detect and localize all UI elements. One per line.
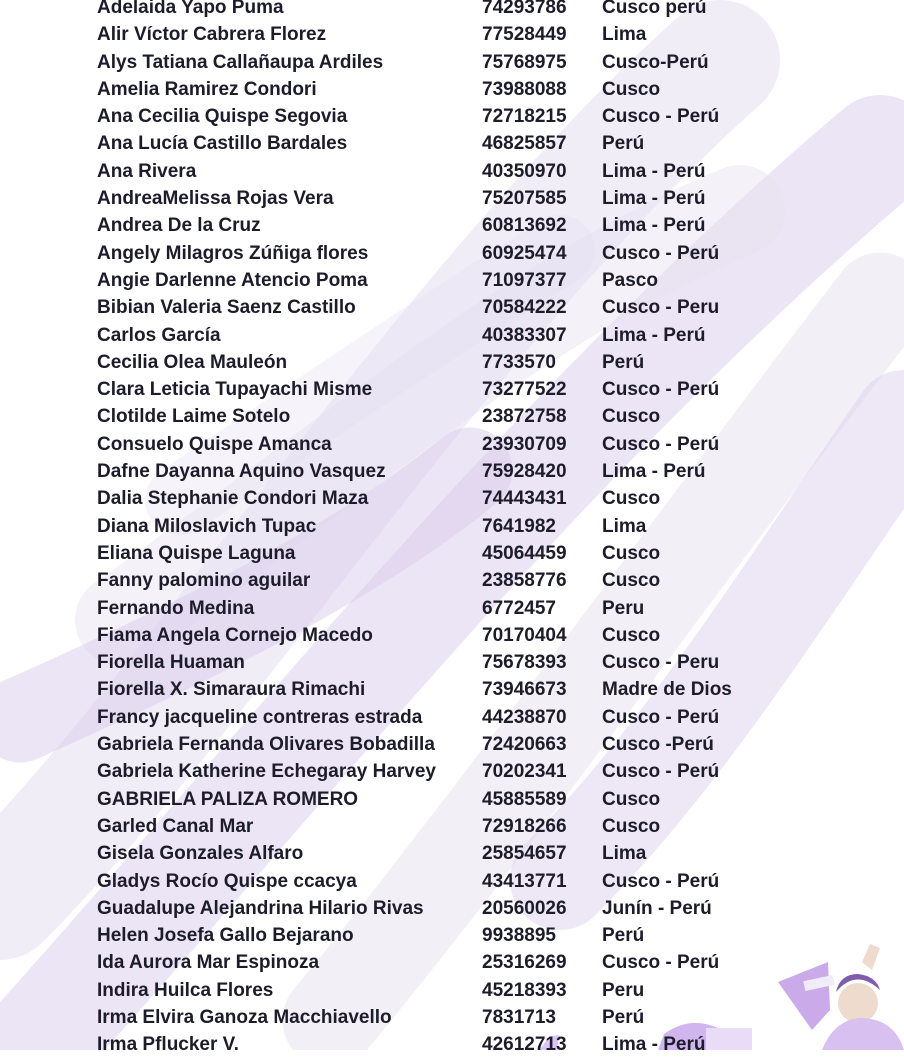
participant-name: Clara Leticia Tupayachi Misme [97, 379, 373, 401]
table-row [0, 676, 904, 703]
participant-location: Cusco [602, 542, 661, 564]
table-row [0, 294, 904, 321]
table-row [0, 349, 904, 376]
participant-name: Gladys Rocío Quispe ccacya [97, 870, 357, 892]
table-row [0, 622, 904, 649]
participant-id-number: 23930709 [482, 433, 567, 455]
participant-name: Angie Darlenne Atencio Poma [97, 269, 368, 291]
participant-location: Cusco [602, 570, 661, 592]
participant-id-number: 23858776 [482, 570, 567, 592]
participant-name: Gisela Gonzales Alfaro [97, 843, 304, 865]
participant-id-number: 70170404 [482, 624, 567, 646]
participant-location: Cusco [602, 488, 661, 510]
participant-id-number: 9938895 [482, 925, 556, 947]
participant-id-number: 25316269 [482, 952, 567, 974]
table-row [0, 567, 904, 594]
participant-location: Cusco - Perú [602, 106, 720, 128]
table-row [0, 185, 904, 212]
participant-location: Cusco - Perú [602, 706, 720, 728]
participant-id-number: 70584222 [482, 297, 567, 319]
participant-name: Cecilia Olea Mauleón [97, 351, 288, 373]
participant-location: Cusco [602, 406, 661, 428]
participant-id-number: 6772457 [482, 597, 556, 619]
participant-id-number: 40383307 [482, 324, 567, 346]
table-row [0, 949, 904, 976]
participant-id-number: 45218393 [482, 979, 567, 1001]
participant-id-number: 75768975 [482, 51, 567, 73]
table-row [0, 212, 904, 239]
participant-location: Cusco - Perú [602, 870, 720, 892]
participant-name: Indira Huilca Flores [97, 979, 274, 1001]
table-row [0, 786, 904, 813]
participant-name: Fiorella Huaman [97, 652, 245, 674]
participant-location: Perú [602, 351, 645, 373]
participant-location: Peru [602, 979, 645, 1001]
participant-name: Garled Canal Mar [97, 815, 254, 837]
participant-location: Cusco [602, 815, 661, 837]
participant-location: Cusco -Perú [602, 734, 714, 756]
participant-name: Fanny palomino aguilar [97, 570, 311, 592]
table-row [0, 485, 904, 512]
table-row [0, 130, 904, 157]
table-row [0, 840, 904, 867]
participant-location: Cusco - Perú [602, 761, 720, 783]
participant-name: Fernando Medina [97, 597, 255, 619]
table-row [0, 458, 904, 485]
participant-id-number: 75928420 [482, 461, 567, 483]
participant-name: Helen Josefa Gallo Bejarano [97, 925, 354, 947]
table-row [0, 21, 904, 48]
participant-location: Lima - Perú [602, 188, 706, 210]
participant-name: Ana Lucía Castillo Bardales [97, 133, 348, 155]
participant-location: Perú [602, 1006, 645, 1028]
participant-name: Dalia Stephanie Condori Maza [97, 488, 369, 510]
participant-name: AndreaMelissa Rojas Vera [97, 188, 334, 210]
participant-id-number: 20560026 [482, 897, 567, 919]
table-row [0, 267, 904, 294]
participant-id-number: 71097377 [482, 269, 567, 291]
participant-name: Ana Cecilia Quispe Segovia [97, 106, 348, 128]
table-row [0, 922, 904, 949]
table-row [0, 0, 904, 21]
participant-name: Eliana Quispe Laguna [97, 542, 296, 564]
participant-name: Bibian Valeria Saenz Castillo [97, 297, 356, 319]
participant-location: Junín - Perú [602, 897, 712, 919]
participant-location: Cusco-Perú [602, 51, 709, 73]
participant-id-number: 70202341 [482, 761, 567, 783]
table-row [0, 813, 904, 840]
participant-location: Madre de Dios [602, 679, 732, 701]
participant-id-number: 7831713 [482, 1006, 556, 1028]
participant-name: Amelia Ramirez Condori [97, 78, 317, 100]
table-row [0, 1004, 904, 1031]
participant-location: Lima - Perú [602, 1034, 706, 1056]
participant-name: Gabriela Fernanda Olivares Bobadilla [97, 734, 435, 756]
table-row [0, 758, 904, 785]
table-row [0, 595, 904, 622]
table-row [0, 403, 904, 430]
participant-id-number: 45885589 [482, 788, 567, 810]
table-row [0, 431, 904, 458]
participant-location: Cusco - Perú [602, 242, 720, 264]
participant-name: Fiama Angela Cornejo Macedo [97, 624, 373, 646]
participant-name: Alir Víctor Cabrera Florez [97, 24, 327, 46]
participant-id-number: 72420663 [482, 734, 567, 756]
table-row [0, 158, 904, 185]
participant-id-number: 77528449 [482, 24, 567, 46]
participant-name: Angely Milagros Zúñiga flores [97, 242, 369, 264]
participant-location: Cusco [602, 788, 661, 810]
participant-location: Lima - Perú [602, 324, 706, 346]
participant-location: Lima - Perú [602, 461, 706, 483]
participant-location: Peru [602, 597, 645, 619]
participant-location: Lima - Perú [602, 160, 706, 182]
participant-id-number: 72718215 [482, 106, 567, 128]
participant-id-number: 25854657 [482, 843, 567, 865]
table-row [0, 1031, 904, 1058]
participant-name: Clotilde Laime Sotelo [97, 406, 291, 428]
participant-name: Francy jacqueline contreras estrada [97, 706, 423, 728]
participant-name: Gabriela Katherine Echegaray Harvey [97, 761, 437, 783]
participant-location: Cusco - Perú [602, 379, 720, 401]
participant-name: Dafne Dayanna Aquino Vasquez [97, 461, 386, 483]
participant-location: Pasco [602, 269, 658, 291]
participant-location: Perú [602, 133, 645, 155]
participant-id-number: 73988088 [482, 78, 567, 100]
table-row [0, 322, 904, 349]
table-row [0, 704, 904, 731]
participant-id-number: 72918266 [482, 815, 567, 837]
participant-location: Cusco - Peru [602, 297, 720, 319]
participant-name: Ana Rivera [97, 160, 197, 182]
participant-name: Diana Miloslavich Tupac [97, 515, 317, 537]
participant-name: Carlos García [97, 324, 221, 346]
participant-id-number: 74443431 [482, 488, 567, 510]
participant-id-number: 75207585 [482, 188, 567, 210]
table-row [0, 731, 904, 758]
table-row [0, 540, 904, 567]
participant-location: Cusco [602, 624, 661, 646]
participant-location: Cusco - Perú [602, 433, 720, 455]
participant-name: Alys Tatiana Callañaupa Ardiles [97, 51, 384, 73]
participant-location: Cusco - Peru [602, 652, 720, 674]
participant-name: Irma Elvira Ganoza Macchiavello [97, 1006, 392, 1028]
participant-id-number: 7641982 [482, 515, 556, 537]
participant-location: Cusco [602, 78, 661, 100]
table-row [0, 240, 904, 267]
participant-name: Consuelo Quispe Amanca [97, 433, 332, 455]
table-row [0, 103, 904, 130]
participant-name: Adelaida Yapo Puma [97, 0, 284, 18]
participant-id-number: 42612713 [482, 1034, 567, 1056]
participant-location: Lima [602, 515, 647, 537]
table-row [0, 76, 904, 103]
participant-id-number: 60925474 [482, 242, 567, 264]
participant-name: Andrea De la Cruz [97, 215, 261, 237]
participant-id-number: 45064459 [482, 542, 567, 564]
participant-id-number: 73946673 [482, 679, 567, 701]
participant-name: Irma Pflucker V. [97, 1034, 239, 1056]
table-row [0, 649, 904, 676]
participant-id-number: 60813692 [482, 215, 567, 237]
participant-id-number: 23872758 [482, 406, 567, 428]
participant-id-number: 73277522 [482, 379, 567, 401]
participant-location: Perú [602, 925, 645, 947]
participant-id-number: 7733570 [482, 351, 556, 373]
participant-name: Fiorella X. Simaraura Rimachi [97, 679, 366, 701]
participant-location: Cusco perú [602, 0, 707, 18]
participant-id-number: 74293786 [482, 0, 567, 18]
table-row [0, 868, 904, 895]
table-row [0, 977, 904, 1004]
participant-id-number: 75678393 [482, 652, 567, 674]
participant-name: Ida Aurora Mar Espinoza [97, 952, 320, 974]
table-row [0, 49, 904, 76]
participant-location: Cusco - Perú [602, 952, 720, 974]
participant-location: Lima [602, 843, 647, 865]
participant-location: Lima - Perú [602, 215, 706, 237]
table-row [0, 376, 904, 403]
participant-location: Lima [602, 24, 647, 46]
table-row [0, 895, 904, 922]
participant-id-number: 44238870 [482, 706, 567, 728]
participant-id-number: 40350970 [482, 160, 567, 182]
table-row [0, 513, 904, 540]
participant-name: Guadalupe Alejandrina Hilario Rivas [97, 897, 424, 919]
participant-id-number: 46825857 [482, 133, 567, 155]
participant-id-number: 43413771 [482, 870, 567, 892]
participant-name: GABRIELA PALIZA ROMERO [97, 788, 359, 810]
